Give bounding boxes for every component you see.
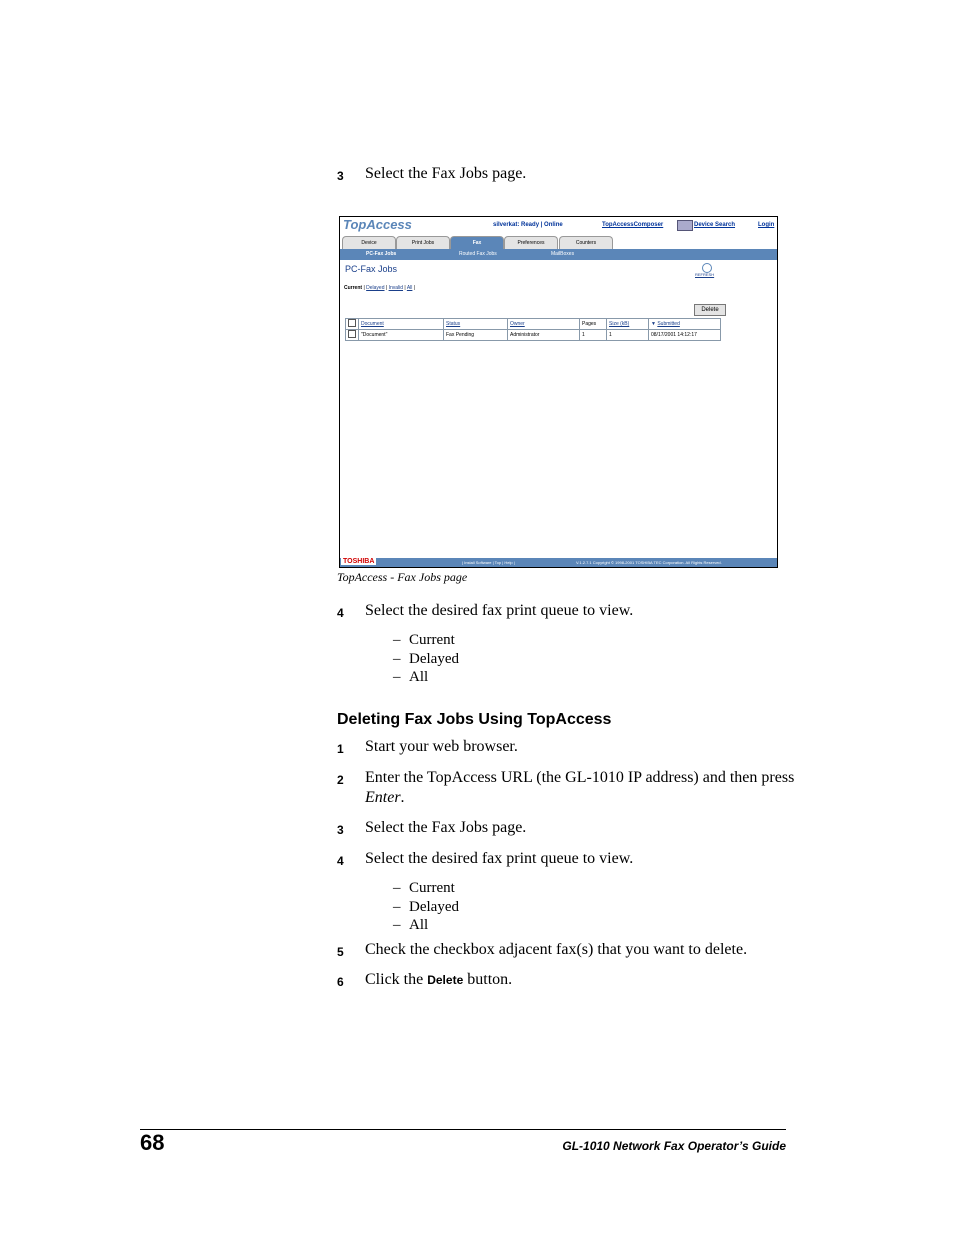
tab-device[interactable]: Device <box>342 236 396 249</box>
row-checkbox[interactable] <box>348 330 356 338</box>
page-title: PC-Fax Jobs <box>345 264 398 274</box>
row-select-cell[interactable] <box>346 330 359 341</box>
cell-owner: Administrator <box>508 330 580 341</box>
step-number: 3 <box>337 823 344 837</box>
subnav-routed-fax-jobs[interactable]: Routed Fax Jobs <box>459 251 497 257</box>
step-text: Start your web browser. <box>365 738 518 755</box>
col-submitted[interactable]: ▼ Submitted <box>649 319 721 330</box>
step-text: Select the desired fax print queue to view. <box>365 850 634 867</box>
step-number: 1 <box>337 742 344 756</box>
copyright-text: V.1.2.7.1 Copyright © 1998-2001 TOSHIBA TEC Corporation. All Rights Reserved. <box>576 560 722 565</box>
step-text: Click the Delete button. <box>365 971 513 988</box>
refresh-button[interactable] <box>695 263 719 277</box>
toshiba-logo: TOSHIBA <box>343 558 375 565</box>
col-size[interactable]: Size (kB) <box>607 319 649 330</box>
tab-print-jobs[interactable]: Print Jobs <box>396 236 450 249</box>
topaccess-composer-link[interactable]: TopAccessComposer <box>602 222 664 228</box>
cell-submitted: 08/17/2001 14:12:17 <box>649 330 721 341</box>
list-item: – Delayed <box>393 651 459 667</box>
step-number: 2 <box>337 773 344 787</box>
select-all-cell[interactable] <box>346 319 359 330</box>
tab-preferences[interactable]: Preferences <box>504 236 558 249</box>
step-number: 5 <box>337 945 344 959</box>
refresh-label: REFRESH <box>695 272 715 277</box>
section-heading: Deleting Fax Jobs Using TopAccess <box>337 711 612 728</box>
topaccess-logo: TopAccess <box>343 217 412 232</box>
page-number: 68 <box>140 1130 165 1155</box>
col-owner[interactable]: Owner <box>508 319 580 330</box>
list-item: – Current <box>393 880 455 896</box>
list-item: – Delayed <box>393 899 459 915</box>
col-pages: Pages <box>580 319 607 330</box>
queue-all[interactable]: All <box>406 285 413 291</box>
cell-size: 1 <box>607 330 649 341</box>
col-document[interactable]: Document <box>359 319 444 330</box>
topaccess-screenshot <box>339 216 778 568</box>
device-search-link[interactable]: Device Search <box>694 222 736 228</box>
step-text: Select the desired fax print queue to view. <box>365 602 634 619</box>
step-text: Check the checkbox adjacent fax(s) that you want to delete. <box>365 941 748 958</box>
guide-title: GL-1010 Network Fax Operator’s Guide <box>562 1139 786 1153</box>
tab-fax[interactable]: Fax <box>450 236 504 249</box>
cell-status: Fax Pending <box>444 330 508 341</box>
step-number: 4 <box>337 854 344 868</box>
list-item: – All <box>393 917 429 933</box>
device-search-icon[interactable] <box>677 220 693 231</box>
select-all-checkbox[interactable] <box>348 319 356 327</box>
queue-invalid[interactable]: Invalid <box>388 285 404 291</box>
queue-links: Current | Delayed | Invalid | All | <box>344 285 416 291</box>
queue-delayed[interactable]: Delayed <box>366 285 385 291</box>
tab-counters[interactable]: Counters <box>559 236 613 249</box>
cell-pages: 1 <box>580 330 607 341</box>
fax-jobs-table <box>345 318 721 341</box>
subnav-pc-fax-jobs[interactable]: PC-Fax Jobs <box>366 251 397 257</box>
subnav-mailboxes[interactable]: MailBoxes <box>551 251 575 257</box>
step-text: Select the Fax Jobs page. <box>365 165 527 182</box>
bottom-links[interactable]: | Install Software | Top | Help | <box>462 560 515 565</box>
col-status[interactable]: Status <box>444 319 508 330</box>
table-row <box>346 330 721 341</box>
footer-rule <box>140 1129 786 1130</box>
queue-current[interactable]: Current <box>344 285 363 291</box>
login-link[interactable]: Login <box>758 222 775 228</box>
delete-button[interactable]: Delete <box>694 304 726 316</box>
step-number: 3 <box>337 169 344 183</box>
table-header-row <box>346 319 721 330</box>
list-item: – All <box>393 669 429 685</box>
step-number: 6 <box>337 975 344 989</box>
step-number: 4 <box>337 606 344 620</box>
cell-document: "Document" <box>359 330 444 341</box>
device-status: silverkat: Ready | Online <box>493 222 563 228</box>
step-text: Select the Fax Jobs page. <box>365 819 527 836</box>
figure-caption: TopAccess - Fax Jobs page <box>337 570 468 584</box>
list-item: – Current <box>393 632 455 648</box>
step-text: Enter the TopAccess URL (the GL-1010 IP address) and then press Enter. <box>365 769 795 806</box>
